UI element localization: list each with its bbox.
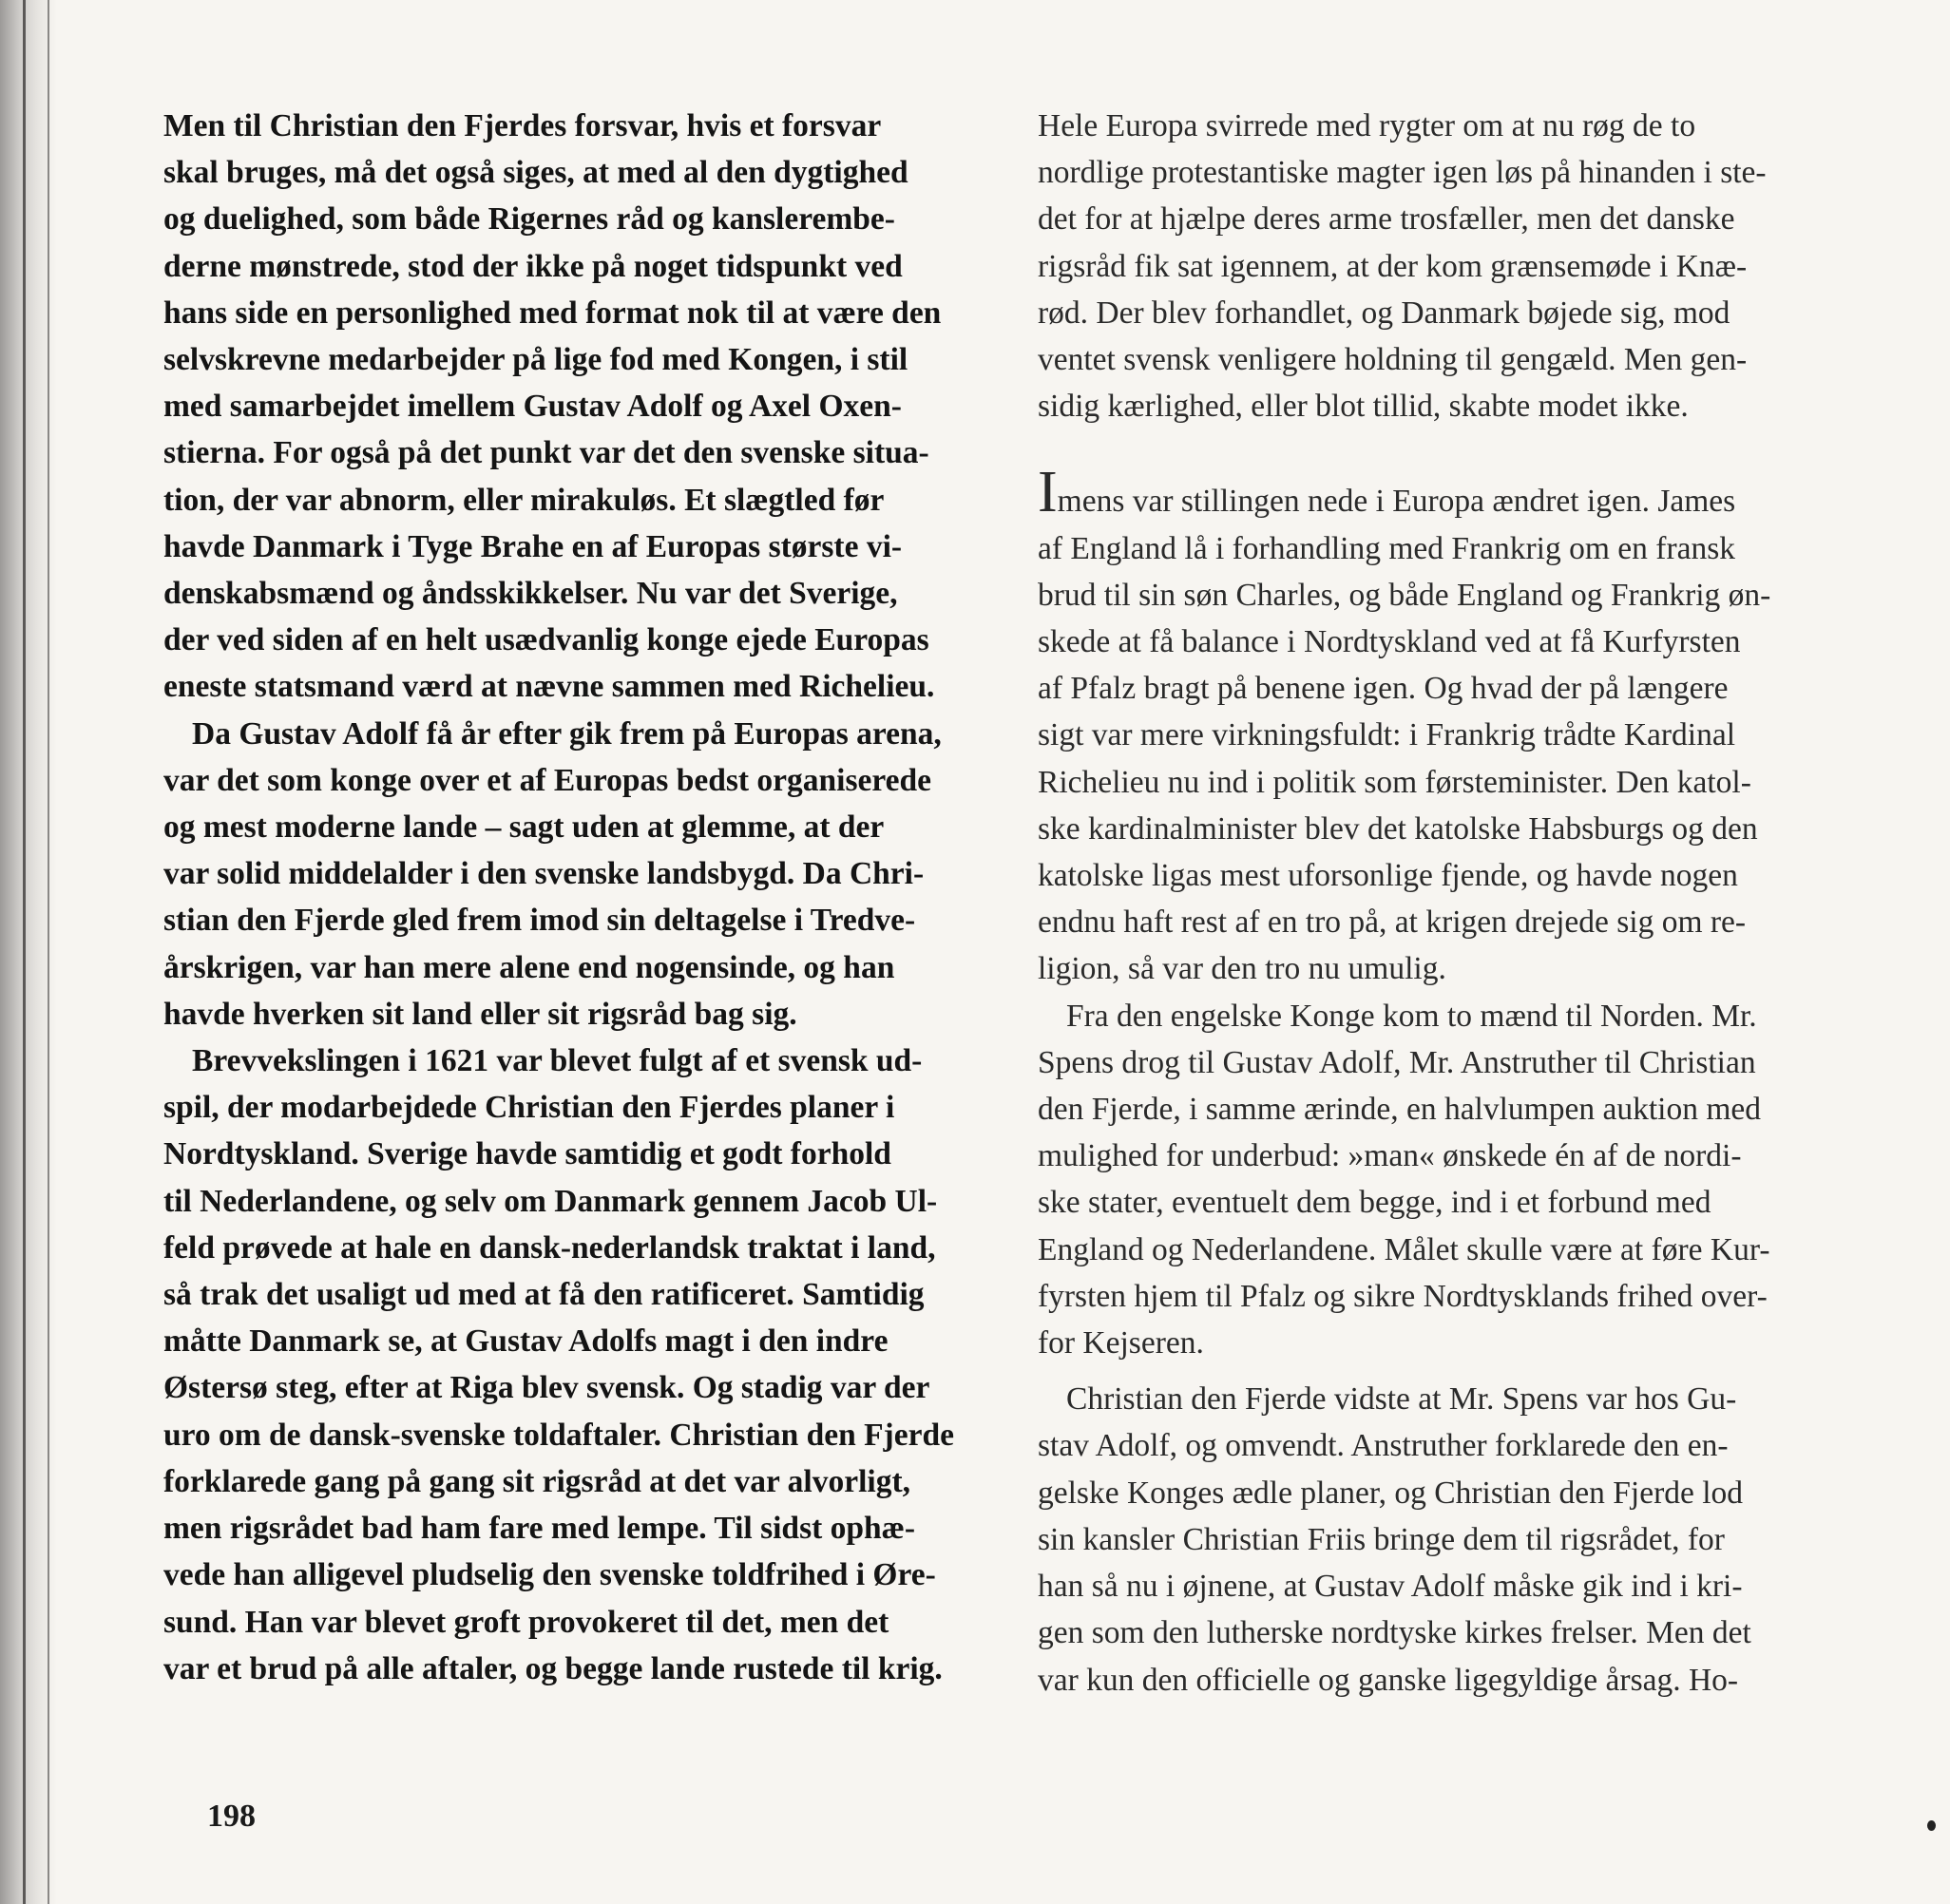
text-line: stierna. For også på det punkt var det den svenske situa- bbox=[163, 435, 929, 471]
text-line: Hele Europa svirrede med rygter om at nu røg de to bbox=[1038, 108, 1696, 143]
text-line: til Nederlandene, og selv om Danmark gennem Jacob Ul- bbox=[163, 1183, 938, 1219]
text-line: derne mønstrede, stod der ikke på noget tidspunkt ved bbox=[163, 248, 903, 284]
text-line: var det som konge over et af Europas bedst organiserede bbox=[163, 762, 932, 798]
text-line: han så nu i øjnene, at Gustav Adolf måske gik ind i kri- bbox=[1038, 1569, 1743, 1605]
text-line: sidig kærlighed, eller blot tillid, skabte modet ikke. bbox=[1038, 389, 1689, 425]
text-line: mulighed for underbud: »man« ønskede én af de nordi- bbox=[1038, 1138, 1742, 1174]
text-line: ligion, så var den tro nu umulig. bbox=[1038, 951, 1446, 987]
text-line: feld prøvede at hale en dansk-nederlandsk traktat i land, bbox=[163, 1229, 936, 1266]
text-line: var solid middelalder i den svenske landsbygd. Da Chri- bbox=[163, 856, 925, 892]
left-text-column bbox=[163, 103, 1000, 1692]
text-line: havde hverken sit land eller sit rigsråd bag sig. bbox=[163, 996, 797, 1032]
text-line: var et brud på alle aftaler, og begge lande rustede til krig. bbox=[163, 1650, 943, 1686]
text-line: for Kejseren. bbox=[1038, 1325, 1204, 1361]
text-line: rigsråd fik sat igennem, at der kom grænsemøde i Knæ- bbox=[1038, 248, 1748, 284]
text-line: endnu haft rest af en tro på, at krigen drejede sig om re- bbox=[1038, 904, 1747, 941]
text-line: skede at få balance i Nordtyskland ved at få Kurfyrsten bbox=[1038, 624, 1741, 660]
text-line: skal bruges, må det også siges, at med al den dygtighed bbox=[163, 155, 908, 191]
text-line: Men til Christian den Fjerdes forsvar, hvis et forsvar bbox=[163, 108, 882, 143]
right-text-column bbox=[1038, 103, 1874, 1704]
text-line: stav Adolf, og omvendt. Anstruther forklarede den en- bbox=[1038, 1428, 1729, 1464]
text-line: stian den Fjerde gled frem imod sin deltagelse i Tredve- bbox=[163, 903, 916, 939]
text-line: tion, der var abnorm, eller mirakuløs. Et slægtled før bbox=[163, 482, 885, 518]
text-line: Da Gustav Adolf få år efter gik frem på Europas arena, bbox=[192, 715, 942, 752]
text-line: det for at hjælpe deres arme trosfæller, men det danske bbox=[1038, 201, 1735, 238]
text-line: sin kansler Christian Friis bringe dem til rigsrådet, for bbox=[1038, 1521, 1725, 1557]
spine-edge-line bbox=[23, 0, 26, 1904]
text-line: ventet svensk venligere holdning til gengæld. Men gen- bbox=[1038, 342, 1748, 378]
text-line: af England lå i forhandling med Frankrig om en fransk bbox=[1038, 530, 1736, 566]
text-line: England og Nederlandene. Målet skulle være at føre Kur- bbox=[1038, 1231, 1770, 1267]
spine-edge-line bbox=[48, 0, 49, 1904]
text-line: katolske ligas mest uforsonlige fjende, og havde nogen bbox=[1038, 858, 1738, 894]
text-line: denskabsmænd og åndsskikkelser. Nu var det Sverige, bbox=[163, 576, 898, 612]
text-line: uro om de dansk-svenske toldaftaler. Christian den Fjerde bbox=[163, 1417, 954, 1453]
text-line: der ved siden af en helt usædvanlig konge ejede Europas bbox=[163, 622, 929, 658]
text-line: og duelighed, som både Rigernes råd og kanslerembe- bbox=[163, 201, 895, 238]
text-line: nordlige protestantiske magter igen løs på hinanden i ste- bbox=[1038, 155, 1767, 191]
text-line: af Pfalz bragt på benene igen. Og hvad der på længere bbox=[1038, 671, 1729, 707]
text-line: den Fjerde, i samme ærinde, en halvlumpen auktion med bbox=[1038, 1092, 1762, 1128]
text-line: hans side en personlighed med format nok til at være den bbox=[163, 295, 942, 331]
text-line: måtte Danmark se, at Gustav Adolfs magt i den indre bbox=[163, 1323, 889, 1360]
paragraph bbox=[163, 1038, 1000, 1692]
text-line: Spens drog til Gustav Adolf, Mr. Anstruther til Christian bbox=[1038, 1044, 1756, 1080]
text-line: vede han alligevel pludselig den svenske toldfrihed i Øre- bbox=[163, 1557, 936, 1593]
paragraph bbox=[1038, 993, 1874, 1367]
text-line: med samarbejdet imellem Gustav Adolf og Axel Oxen- bbox=[163, 389, 902, 425]
text-line: rød. Der blev forhandlet, og Danmark bøjede sig, mod bbox=[1038, 295, 1730, 331]
paragraph bbox=[163, 711, 1000, 1038]
text-line: forklarede gang på gang sit rigsråd at det var alvorligt, bbox=[163, 1463, 910, 1499]
paragraph bbox=[1038, 460, 1874, 992]
text-line: sund. Han var blevet groft provokeret til det, men det bbox=[163, 1604, 889, 1640]
text-line: eneste statsmand værd at nævne sammen med Richelieu. bbox=[163, 669, 935, 705]
paragraph bbox=[1038, 1376, 1874, 1703]
text-line: spil, der modarbejdede Christian den Fjerdes planer i bbox=[163, 1090, 895, 1126]
ink-mark bbox=[1927, 1820, 1936, 1831]
text-line: Richelieu nu ind i politik som førsteminister. Den katol- bbox=[1038, 764, 1751, 800]
paragraph-gap bbox=[1038, 429, 1874, 473]
text-line: fyrsten hjem til Pfalz og sikre Nordtysklands frihed over- bbox=[1038, 1278, 1768, 1314]
text-line: havde Danmark i Tyge Brahe en af Europas største vi- bbox=[163, 528, 903, 564]
text-line: men rigsrådet bad ham fare med lempe. Til sidst ophæ- bbox=[163, 1511, 915, 1547]
paragraph bbox=[163, 103, 1000, 711]
paragraph-gap bbox=[1038, 1366, 1874, 1376]
text-line: årskrigen, var han mere alene end nogensinde, og han bbox=[163, 949, 895, 985]
text-line: mens var stillingen nede i Europa ændret igen. James bbox=[1057, 484, 1736, 520]
text-line: selvskrevne medarbejder på lige fod med Kongen, i stil bbox=[163, 342, 908, 378]
text-line: ske kardinalminister blev det katolske Habsburgs og den bbox=[1038, 810, 1758, 847]
text-line: Nordtyskland. Sverige havde samtidig et godt forhold bbox=[163, 1136, 891, 1172]
text-line: så trak det usaligt ud med at få den ratificeret. Samtidig bbox=[163, 1277, 925, 1313]
text-line: Christian den Fjerde vidste at Mr. Spens var hos Gu- bbox=[1066, 1381, 1737, 1418]
text-line: gelske Konges ædle planer, og Christian den Fjerde lod bbox=[1038, 1475, 1744, 1511]
text-line: Østersø steg, efter at Riga blev svensk. Og stadig var der bbox=[163, 1370, 930, 1406]
page-number: 198 bbox=[207, 1799, 256, 1834]
paragraph bbox=[1038, 103, 1874, 429]
text-line: var kun den officielle og ganske ligegyldige årsag. Ho- bbox=[1038, 1662, 1739, 1698]
text-line: ske stater, eventuelt dem begge, ind i et forbund med bbox=[1038, 1185, 1711, 1221]
drop-cap: I bbox=[1038, 460, 1058, 525]
text-line: Fra den engelske Konge kom to mænd til Norden. Mr. bbox=[1066, 998, 1757, 1034]
text-line: gen som den lutherske nordtyske kirkes frelser. Men det bbox=[1038, 1615, 1751, 1651]
text-line: og mest moderne lande – sagt uden at glemme, at der bbox=[163, 809, 885, 846]
text-line: Brevvekslingen i 1621 var blevet fulgt af et svensk ud- bbox=[192, 1043, 923, 1079]
text-line: sigt var mere virkningsfuldt: i Frankrig trådte Kardinal bbox=[1038, 717, 1736, 753]
text-line: brud til sin søn Charles, og både England og Frankrig øn- bbox=[1038, 577, 1771, 613]
